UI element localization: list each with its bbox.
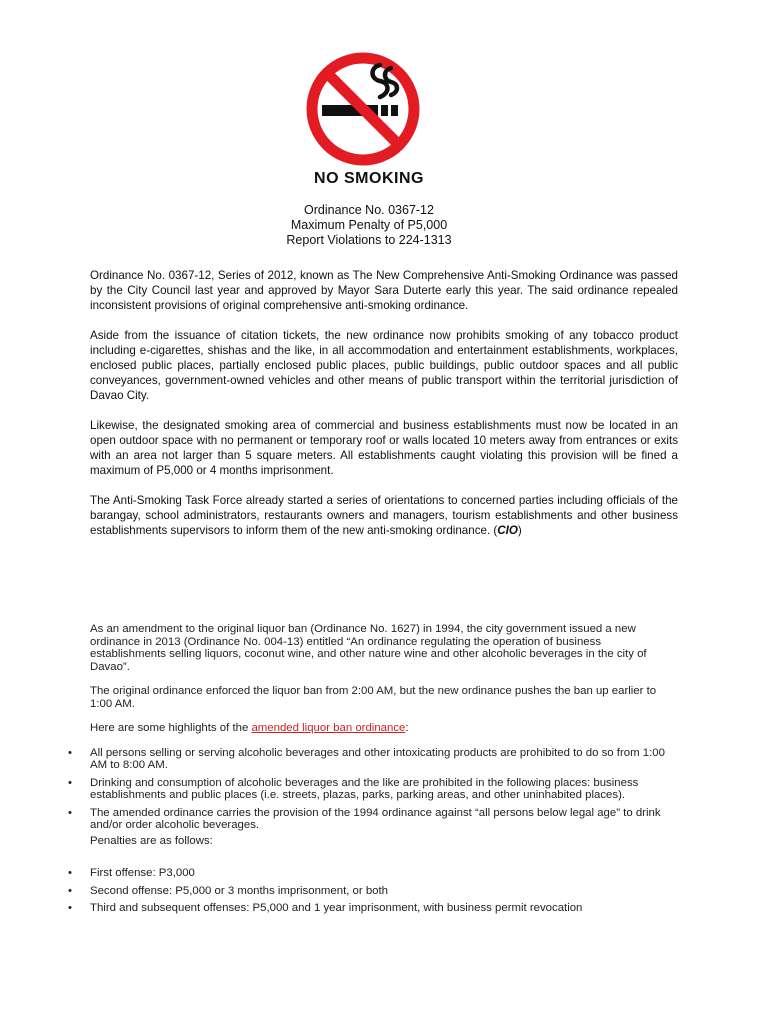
highlights-heading: Here are some highlights of the amended liquor ban ordinance: [90, 722, 409, 734]
penalties-list [90, 867, 678, 915]
list-item: • Drinking and consumption of alcoholic beverages and the like are prohibited in the following places: business establishments and public places (i.e. streets, plazas, parks, parking areas, and other uninhabited places). [90, 777, 678, 802]
paragraph: Aside from the issuance of citation tickets, the new ordinance now prohibits smoking of any tobacco product including e-cigarettes, shishas and the like, in all accommodation and entertainment establishments, workplaces, enclosed public places, partially enclosed public places, public buildings, public outdoor spaces and all public conveyances, government-owned vehicles and other means of public transport within the territorial jurisdiction of Davao City. [90, 329, 678, 402]
highlights-list [90, 747, 678, 848]
maximum-penalty: Maximum Penalty of P5,000 [290, 218, 448, 232]
sign-details [0, 203, 738, 248]
paragraph [90, 493, 678, 538]
liquor-ban-article [90, 623, 678, 920]
paragraph-text: The Anti-Smoking Task Force already started a series of orientations to concerned parties including officials of the barangay, school administrators, restaurants owners and managers, tourism establishments and other business establishments supervisors to inform them of the new anti-smoking ordinance. ( [90, 494, 678, 537]
list-item: • First offense: P3,000 [90, 867, 678, 880]
penalties-label: Penalties are as follows: [90, 834, 213, 847]
credit: CIO [497, 524, 518, 537]
original-ordinance-paragraph: The original ordinance enforced the liquor ban from 2:00 AM, but the new ordinance pushes the ban up earlier to 1:00 AM. [90, 685, 657, 710]
paragraph: Likewise, the designated smoking area of commercial and business establishments must now be located in an open outdoor space with no permanent or temporary roof or walls located 10 meters away from entrances or exits with an area not larger than 5 square meters. All establishments caught violating this provision will be fined a maximum of P5,000 or 4 months imprisonment. [90, 419, 678, 477]
sign-title: NO SMOKING [314, 170, 424, 187]
anti-smoking-article [90, 268, 678, 553]
report-violations: Report Violations to 224-1313 [286, 233, 452, 247]
intro-paragraph: As an amendment to the original liquor ban (Ordinance No. 1627) in 1994, the city government issued a new ordinance in 2013 (Ordinance No. 004-13) entitled “An ordinance regulating the operation of business establishments selling liquors, coconut wine, and other nature wine and other alcoholic beverages in the city of Davao”. [90, 623, 647, 673]
list-item: • Second offense: P5,000 or 3 months imprisonment, or both [90, 885, 678, 898]
amended-liquor-ban-link[interactable]: amended liquor ban ordinance [251, 722, 406, 734]
ordinance-number: Ordinance No. 0367-12 [304, 203, 434, 217]
paragraph-close: ) [517, 524, 522, 537]
no-smoking-sign [298, 51, 428, 167]
list-item: • All persons selling or serving alcoholic beverages and other intoxicating products are prohibited to do so from 1:00 AM to 8:00 AM. [90, 747, 678, 772]
list-item: • The amended ordinance carries the provision of the 1994 ordinance against “all persons below legal age” to drink and/or order alcoholic beverages. Penalties are as follows: [90, 807, 678, 848]
paragraph: Ordinance No. 0367-12, Series of 2012, known as The New Comprehensive Anti-Smoking Ordinance was passed by the City Council last year and approved by Mayor Sara Duterte early this year. The said ordinance repealed inconsistent provisions of original comprehensive anti-smoking ordinance. [90, 269, 678, 312]
no-smoking-icon [298, 51, 428, 167]
list-item: • Third and subsequent offenses: P5,000 and 1 year imprisonment, with business permit revocation [90, 902, 678, 915]
